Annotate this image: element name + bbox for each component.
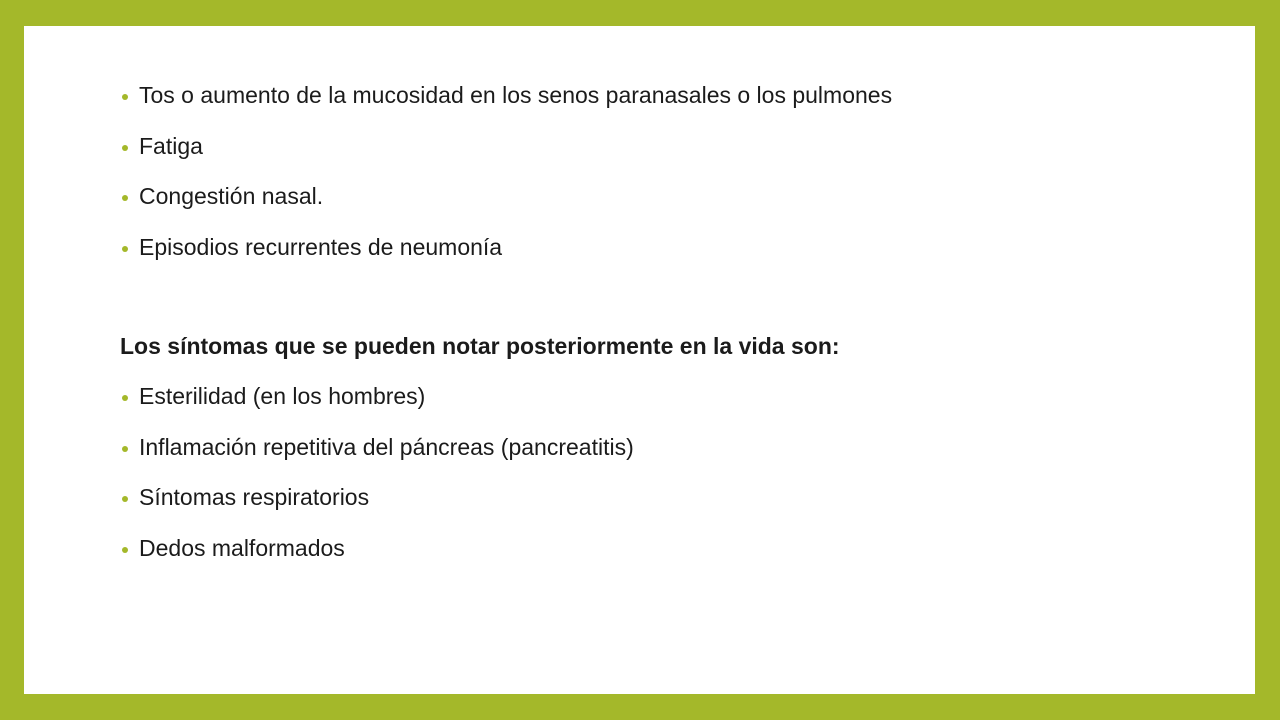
list-item bbox=[120, 235, 892, 286]
list-item bbox=[120, 485, 634, 536]
list-item bbox=[120, 184, 892, 235]
bullet-dot-icon bbox=[122, 195, 128, 201]
list-item-text: Dedos malformados bbox=[139, 534, 345, 561]
list-item-text: Síntomas respiratorios bbox=[139, 484, 370, 510]
list-item bbox=[120, 83, 892, 134]
bullet-dot-icon bbox=[122, 395, 128, 401]
list-item-text: Congestión nasal. bbox=[139, 183, 324, 209]
section-heading: Los síntomas que se pueden notar posteriormente en la vida son: bbox=[120, 333, 840, 359]
list-item-text: Tos o aumento de la mucosidad en los senos paranasales o los pulmones bbox=[139, 82, 893, 108]
symptom-list-primary bbox=[120, 83, 892, 285]
bullet-dot-icon bbox=[122, 246, 128, 252]
list-item-text: Episodios recurrentes de neumonía bbox=[139, 233, 503, 260]
list-item bbox=[120, 435, 634, 486]
bullet-dot-icon bbox=[122, 547, 128, 553]
list-item bbox=[120, 134, 892, 185]
bullet-dot-icon bbox=[122, 145, 128, 151]
list-item bbox=[120, 384, 634, 435]
slide-frame bbox=[24, 26, 1255, 694]
bullet-dot-icon bbox=[122, 496, 128, 502]
bullet-dot-icon bbox=[122, 94, 128, 100]
list-item-text: Fatiga bbox=[139, 132, 203, 159]
list-item-text: Inflamación repetitiva del páncreas (pancreatitis) bbox=[139, 433, 634, 460]
list-item bbox=[120, 536, 634, 587]
symptom-list-later bbox=[120, 384, 634, 586]
bullet-dot-icon bbox=[122, 446, 128, 452]
list-item-text: Esterilidad (en los hombres) bbox=[139, 383, 426, 409]
